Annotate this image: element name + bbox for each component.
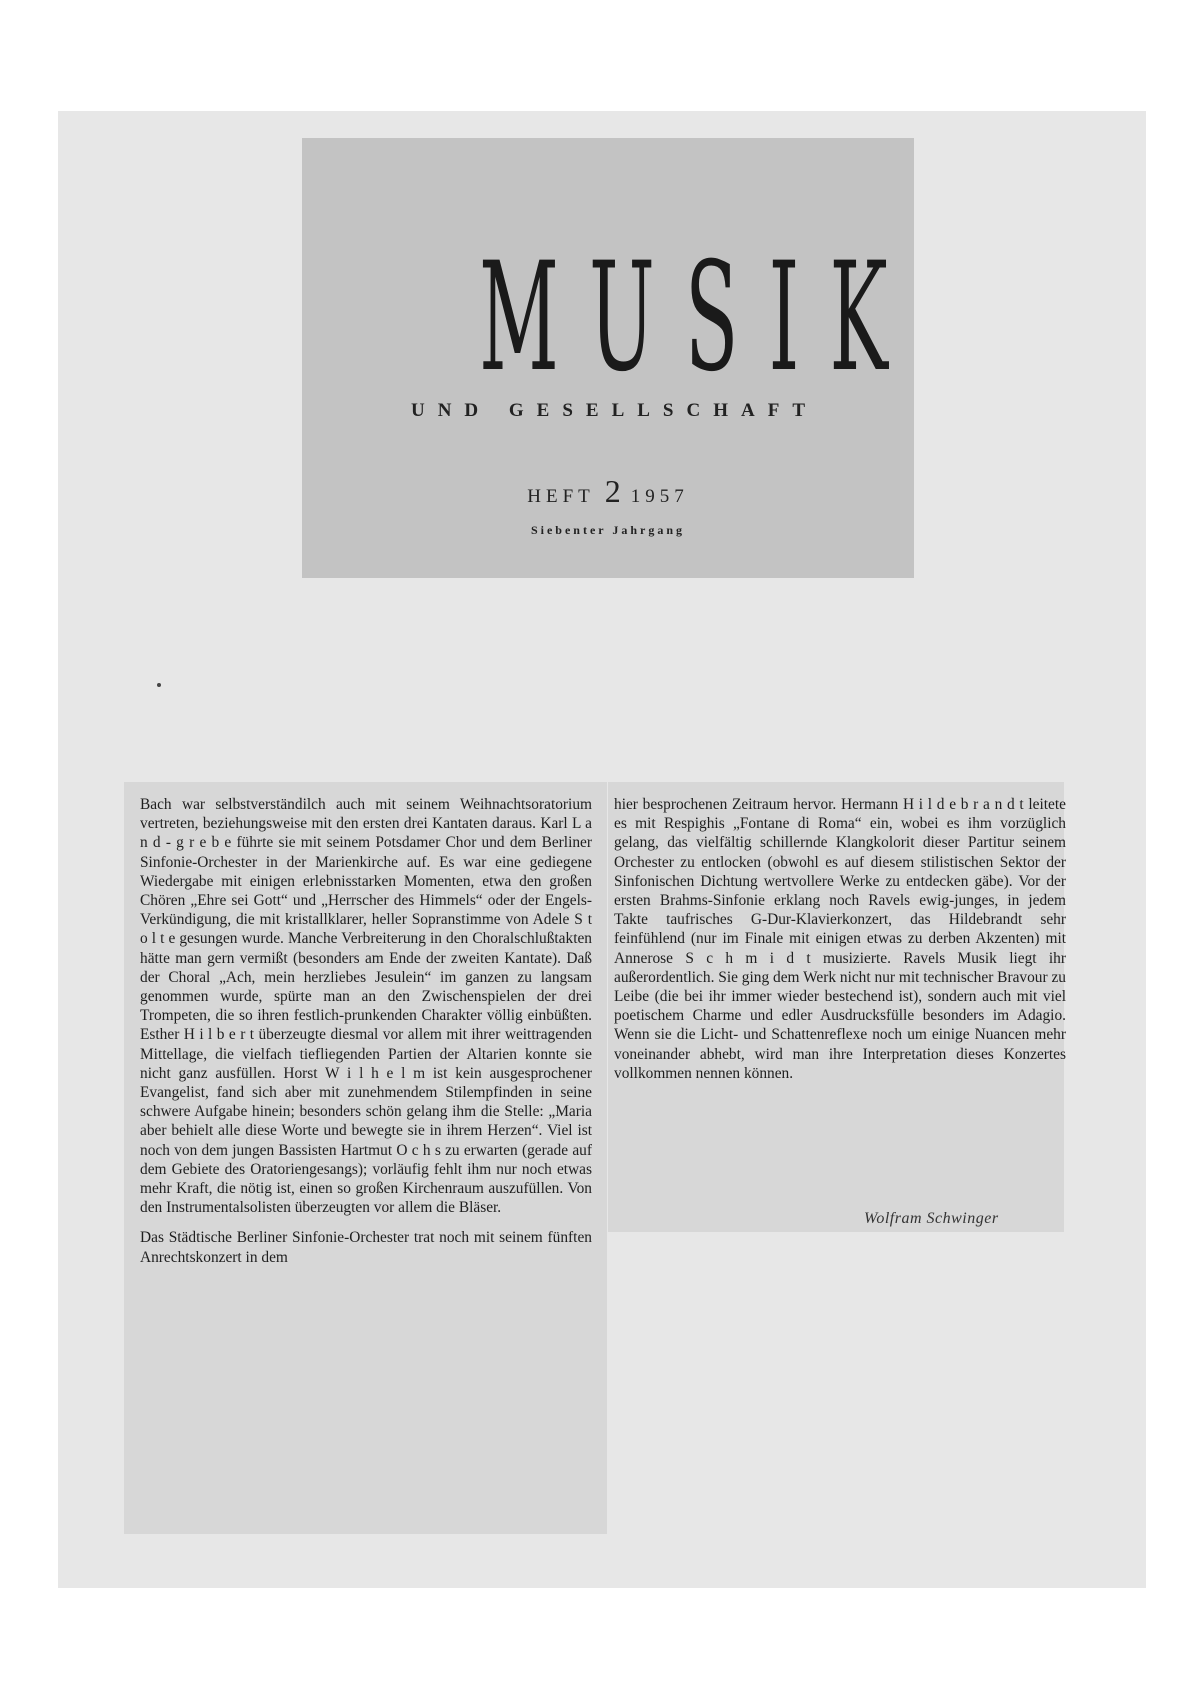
issue-line bbox=[302, 473, 914, 510]
article-paragraph: hier besprochenen Zeitraum hervor. Hermann H i l d e b r a n d t leitete es mit Respighis „Fontane di Roma“ ein, wobei es ihm vorzüglich gelang, das vielfältig schillernde Klangkolorit dieser Partitur seinem Orchester zu entlocken (obwohl es auf diesem stilistischen Sektor der Sinfonischen Dichtung wertvollere Werke zu entdecken gäbe). Vor der ersten Brahms-Sinfonie erklang noch Ravels ewig-junges, in jedem Takte taufrisches G-Dur-Klavierkonzert, das Hildebrandt sehr feinfühlend (nur im Finale mit einigen etwas zu derben Akzenten) mit Annerose S c h m i d t musizierte. Ravels Musik liegt ihr außerordentlich. Sie ging dem Werk nicht nur mit technischer Bravour zu Leibe (die bei ihr immer wieder bestechend ist), sondern auch mit viel poetischem Charme und edler Ausdrucksfülle besonders im Adagio. Wenn sie die Licht- und Schattenreflexe noch um einige Nuancen mehr voneinander abhebt, wird man ihre Interpretation dieses Konzertes vollkommen nennen können. bbox=[614, 796, 1066, 1082]
issue-year: 1957 bbox=[630, 486, 689, 507]
issue-number: 2 bbox=[604, 473, 621, 509]
magazine-subtitle: UND GESELLSCHAFT bbox=[410, 400, 819, 421]
article-column-left bbox=[140, 795, 592, 1267]
volume-label: Siebenter Jahrgang bbox=[530, 523, 686, 537]
magazine-masthead-clipping bbox=[302, 138, 918, 578]
article-paragraph: Das Städtische Berliner Sinfonie-Orchester trat noch mit seinem fünften Anrechtskonzert in dem bbox=[140, 1229, 592, 1266]
article-column-right bbox=[614, 795, 1066, 1083]
speck-mark bbox=[157, 683, 161, 687]
article-paragraph: Bach war selbstverständilch auch mit seinem Weihnachtsoratorium vertreten, beziehungsweise mit den ersten drei Kantaten daraus. Karl L a n d - g r e b e führte sie mit seinem Potsdamer Chor und dem Berliner Sinfonie-Orchester in der Marienkirche auf. Es war eine gediegene Wiedergabe mit einigen erlebnisstarken Momenten, etwa den großen Chören „Ehre sei Gott“ und „Herrscher des Himmels“ oder der Engels-Verkündigung, die mit kristallklarer, heller Sopranstimme von Adele S t o l t e gesungen wurde. Manche Verbreiterung in den Choralschlußtakten hätte man gern vermißt (besonders am Ende der zweiten Kantate). Daß der Choral „Ach, mein herzliebes Jesulein“ im ganzen zu langsam genommen wurde, spürte man an den Zwischenspielen der drei Trompeten, die so ihren festlich-prunkenden Charakter völlig einbüßten. Esther H i l b e r t überzeugte diesmal vor allem mit ihrer weittragenden Mittellage, die vielfach tiefliegenden Partien der Altarien konnte sie nicht ganz ausfüllen. Horst W i l h e l m ist kein ausgesprochener Evangelist, fand sich aber mit zunehmendem Stilempfinden in seine schwere Aufgabe hinein; besonders schön gelang ihm die Stelle: „Maria aber behielt alle diese Worte und bewegte sie in ihrem Herzen“. Viel ist noch von dem jungen Bassisten Hartmut O c h s zu erwarten (gerade auf dem Gebiete des Oratoriengesangs); vorläufig fehlt ihm nur noch etwas mehr Kraft, die nötig ist, einen so großen Kirchenraum auszufüllen. Von den Instrumentalsolisten überzeugten vor allem die Bläser. bbox=[140, 796, 592, 1217]
author-signature: Wolfram Schwinger bbox=[864, 1210, 999, 1227]
magazine-title: MUSIK bbox=[479, 231, 918, 405]
issue-label: HEFT bbox=[527, 486, 595, 507]
